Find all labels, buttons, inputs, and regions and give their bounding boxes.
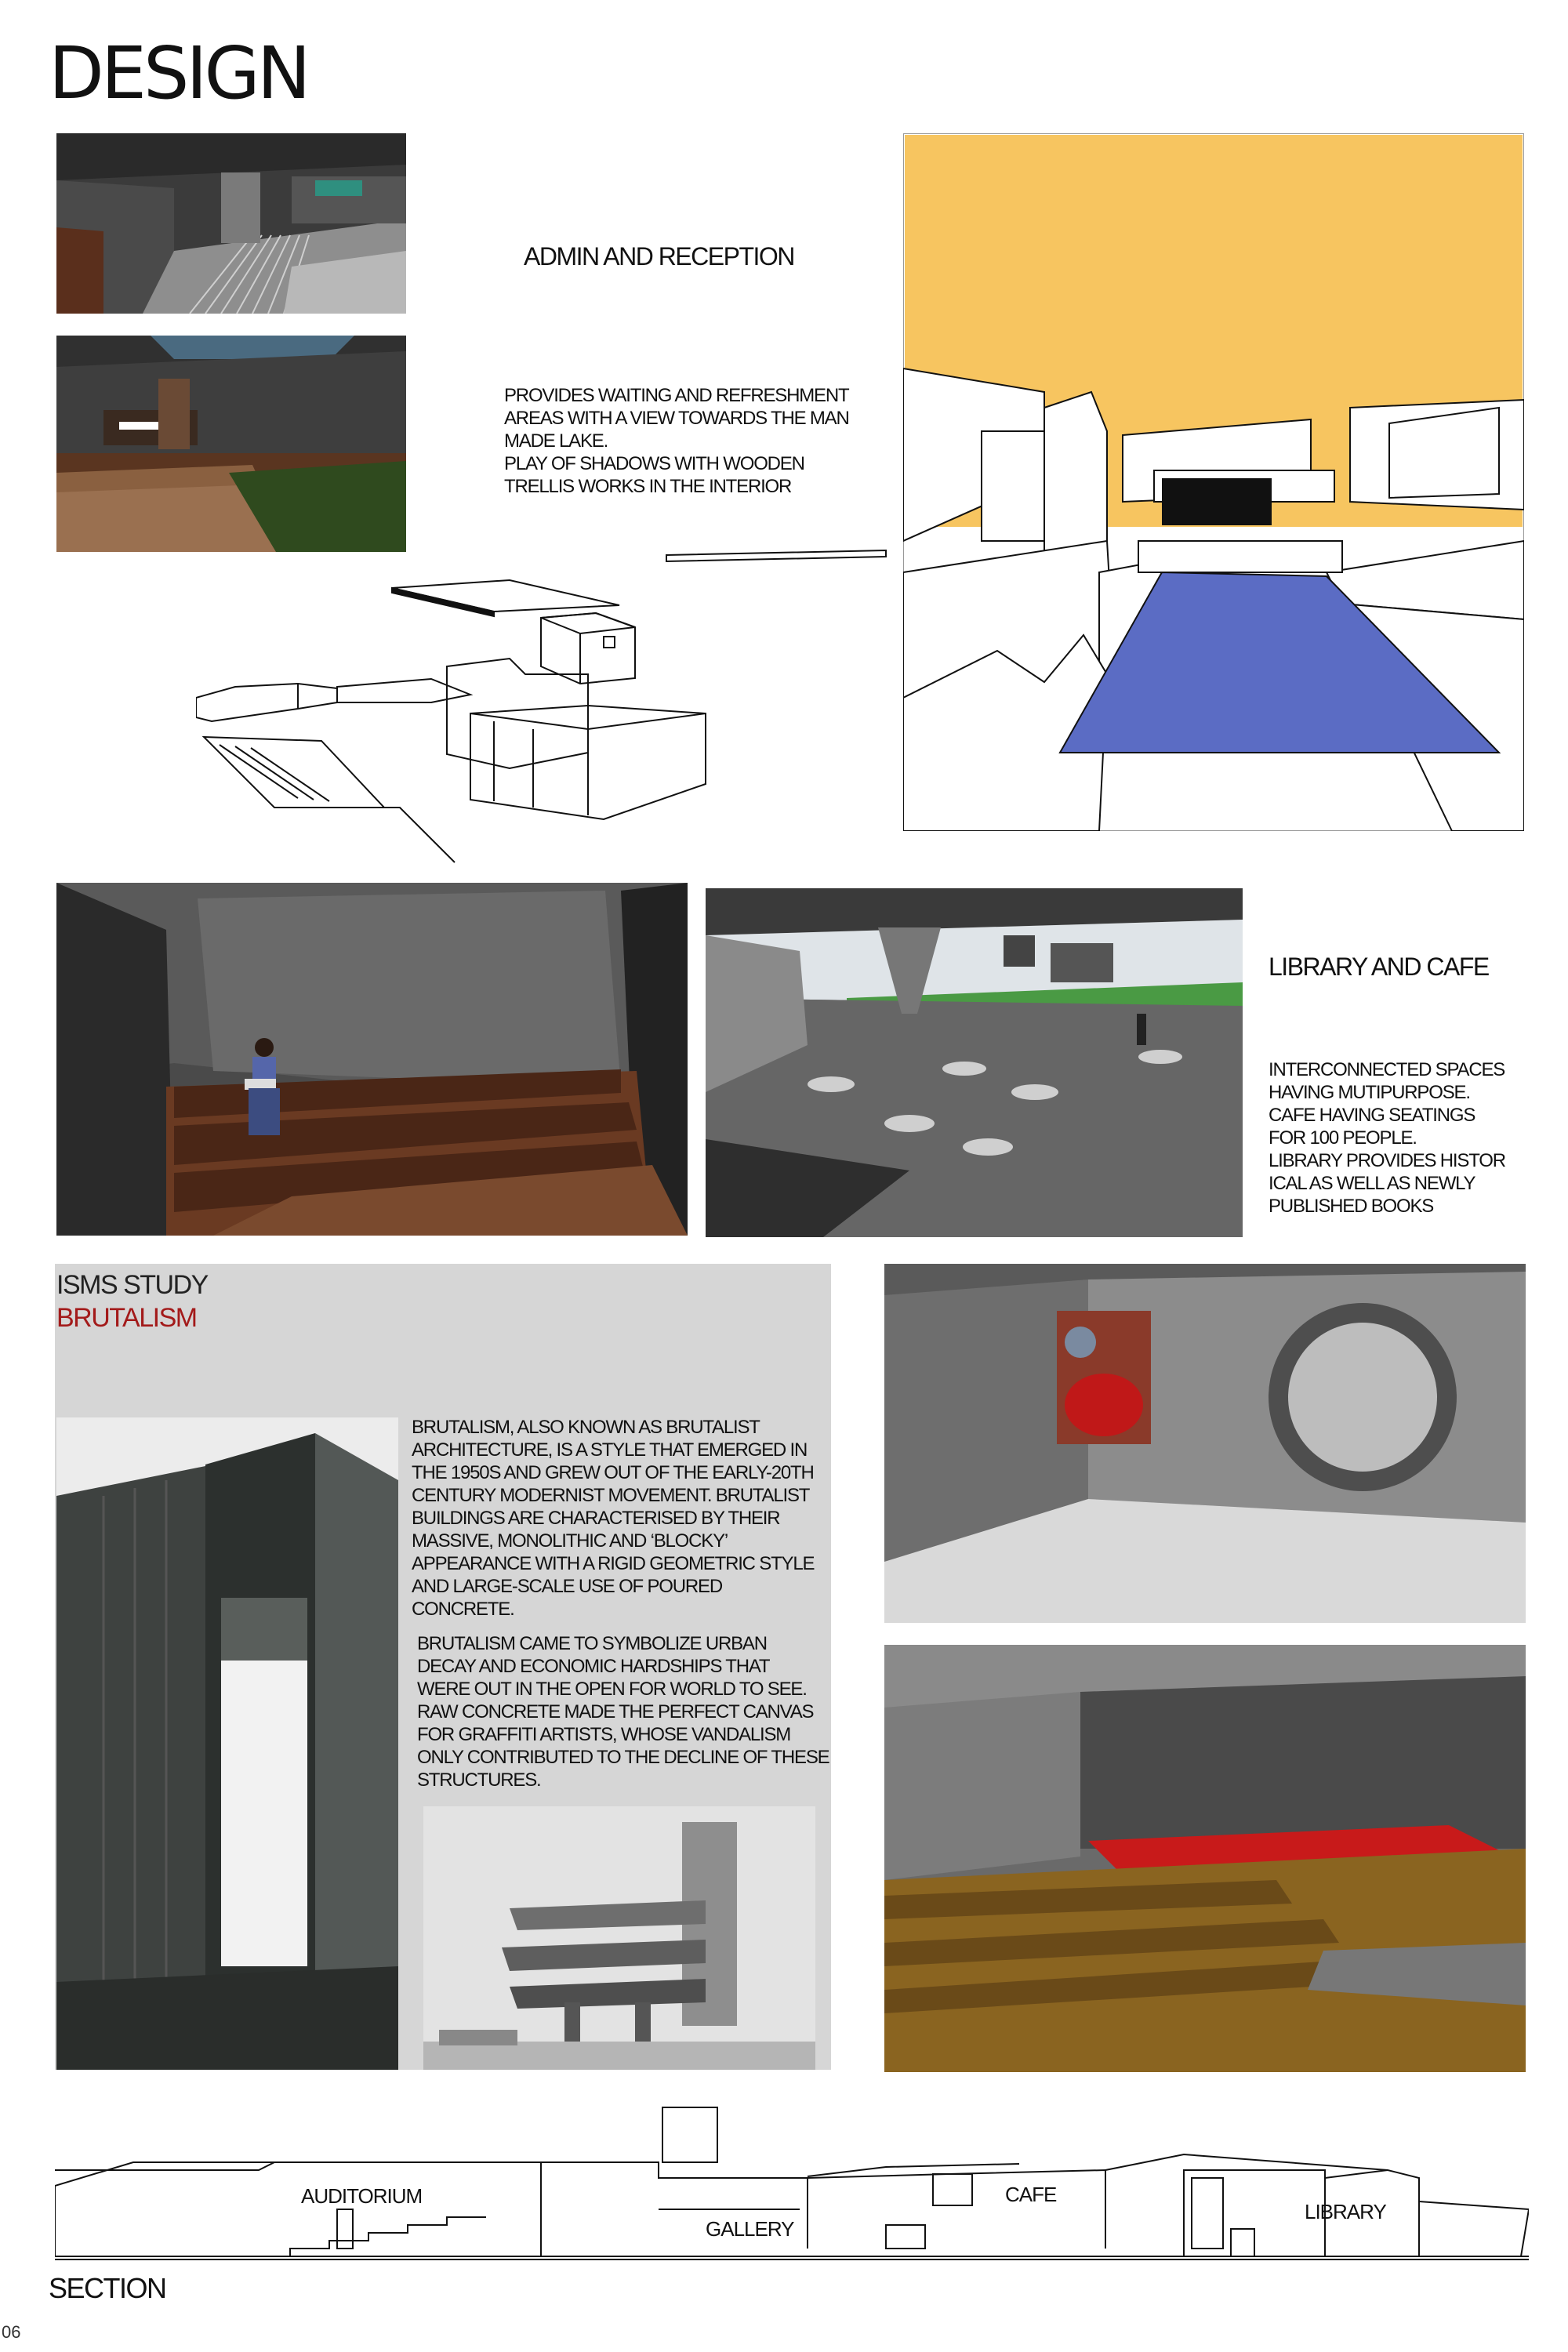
brutalism-paragraph-2: BRUTALISM CAME TO SYMBOLIZE URBAN DECAY AND ECONOMIC HARDSHIPS THAT WERE OUT IN THE OPEN FOR WORLD TO SEE. RAW CONCRETE MADE THE PERFECT CANVAS FOR GRAFFITI ARTISTS, WHOSE VANDALISM ONLY CONTRIBUTED TO THE DECLINE OF THESE STRUCTURES. (417, 1633, 829, 1791)
section-label: SECTION (49, 2272, 166, 2304)
isms-subtitle: BRUTALISM (56, 1303, 197, 1333)
admin-interior-render (56, 133, 406, 314)
brutalist-parking-photo (423, 1806, 815, 2070)
brutalist-tower-photo (56, 1417, 398, 2070)
admin-description: PROVIDES WAITING AND REFRESHMENT AREAS WITH A VIEW TOWARDS THE MAN MADE LAKE. PLAY OF SHADOWS WITH WOODEN TRELLIS WORKS IN THE INTERIOR (504, 385, 849, 497)
brutalism-paragraph-1: BRUTALISM, ALSO KNOWN AS BRUTALIST ARCHITECTURE, IS A STYLE THAT EMERGED IN THE 1950S AND GREW OUT OF THE EARLY-20TH CENTURY MODERNIST MOVEMENT. BRUTALIST BUILDINGS ARE CHARACTERISED BY THEIR MASSIVE, MONOLITHIC AND ‘BLOCKY’ APPEARANCE WITH A RIGID GEOMETRIC STYLE AND LARGE-SCALE USE OF POURED CONCRETE. (412, 1417, 815, 1620)
section-tag-library: LIBRARY (1305, 2200, 1386, 2223)
section-tag-auditorium: AUDITORIUM (301, 2184, 423, 2208)
reception-render (56, 336, 406, 552)
auditorium-seating-render (56, 883, 688, 1236)
library-heading: LIBRARY AND CAFE (1269, 953, 1489, 981)
building-section-drawing (55, 2092, 1529, 2280)
library-description: INTERCONNECTED SPACES HAVING MUTIPURPOSE. CAFE HAVING SEATINGS FOR 100 PEOPLE. LIBRARY PROVIDES HISTOR ICAL AS WELL AS NEWLY PUBLISHED BOOKS (1269, 1059, 1505, 1217)
page-number: 06 (2, 2322, 21, 2342)
page-title: DESIGN (49, 31, 308, 115)
admin-heading: ADMIN AND RECEPTION (524, 242, 794, 270)
section-tag-gallery: GALLERY (706, 2217, 794, 2241)
courtyard-lake-perspective (903, 133, 1524, 831)
isms-title: ISMS STUDY (56, 1270, 208, 1300)
auditorium-stage-render (884, 1645, 1526, 2072)
section-tag-cafe: CAFE (1005, 2183, 1057, 2206)
gallery-render (884, 1264, 1526, 1623)
cafe-render (706, 888, 1243, 1237)
admin-axonometric-drawing (196, 549, 894, 870)
